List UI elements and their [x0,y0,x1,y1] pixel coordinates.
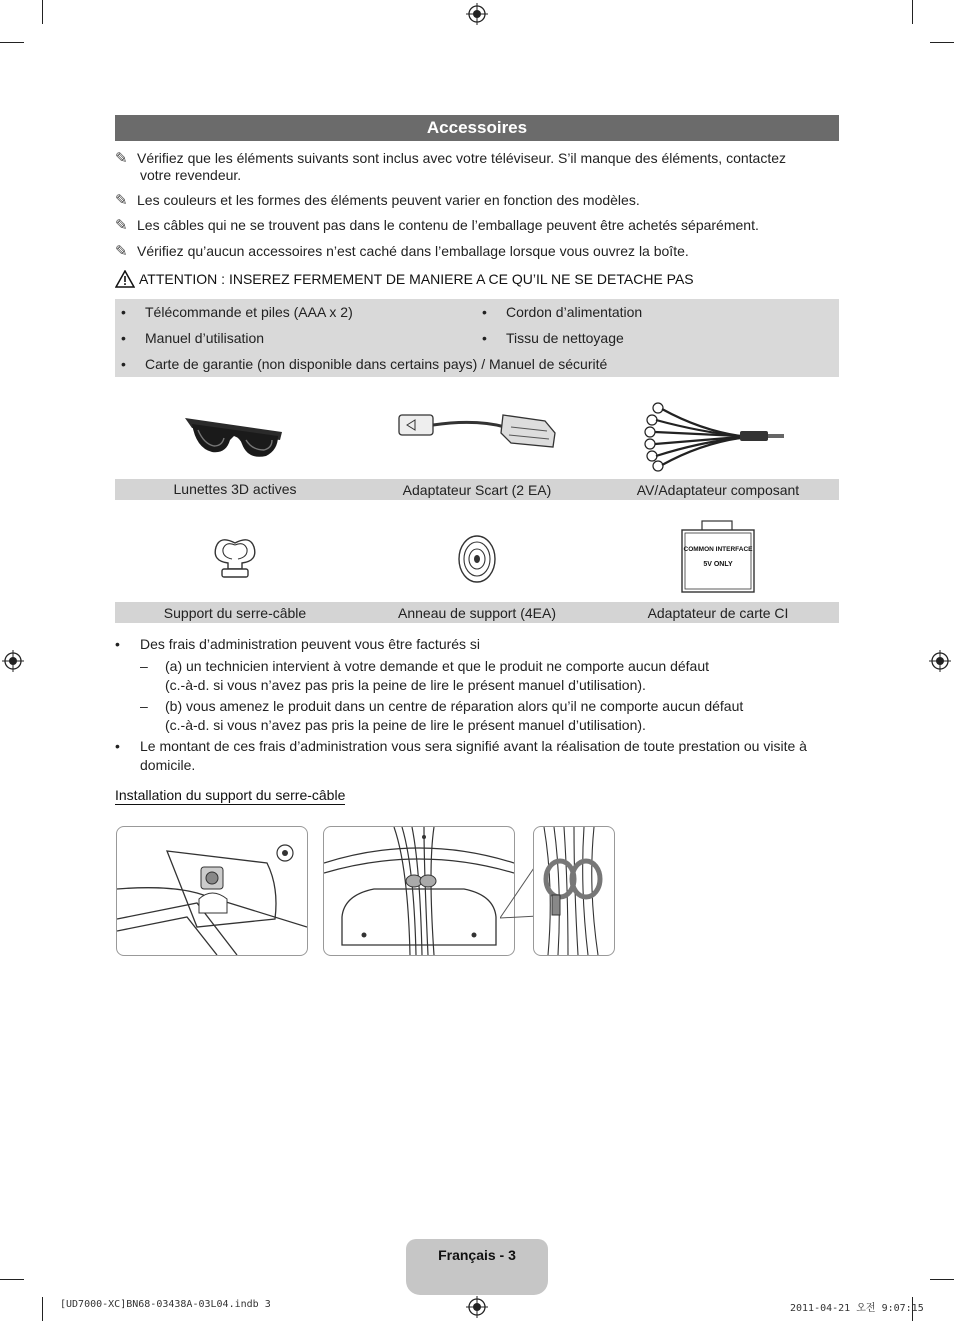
ci-adapter-label-2: 5V ONLY [703,561,733,568]
list-item: • Manuel d’utilisation [121,330,265,346]
attention-warning [115,270,839,288]
registration-mark-icon [466,1296,488,1318]
page-title: Accessoires [426,118,528,137]
note-item: ✎ Vérifiez qu’aucun accessoires n’est caché dans l’emballage lorsque vous ouvrez la boîte. [115,243,689,260]
crop-mark [42,0,43,24]
3d-glasses-image [182,410,287,465]
page-number-tab [406,1239,548,1295]
stand-back-illustration [117,827,307,955]
crop-mark [912,0,913,24]
print-timestamp: 2011-04-21 오전 9:07:15 [790,1303,924,1314]
av-component-adapter-image [640,400,795,472]
fees-notice: • Le montant de ces frais d’administration vous sera signifié avant la réalisation de toute prestation ou visite à domicile. [115,738,807,773]
warning-triangle-icon [115,270,135,288]
accessory-label: Adaptateur de carte CI [647,605,789,621]
fees-case-a: – (a) un technicien intervient à votre demande et que le produit ne comporte aucun défaut (c.-à-d. si vous n’avez pas pris la peine de lire le présent manuel d’utilisation). [140,658,710,693]
installation-step-1-panel [116,826,308,956]
list-item: • Tissu de nettoyage [482,330,624,346]
note-item: ✎ Les câbles qui ne se trouvent pas dans le contenu de l’emballage peuvent être achetés séparément. [115,217,759,234]
ci-card-adapter-image [680,520,756,594]
cable-routing-illustration [324,827,514,955]
accessory-label: Support du serre-câble [163,605,307,621]
accessory-label: AV/Adaptateur composant [636,482,800,498]
section-title-bar [115,115,839,141]
registration-mark-icon [2,650,24,672]
holder-ring-image [455,533,499,585]
print-file-info: [UD7000-XC]BN68-03438A-03L04.indb 3 [60,1299,271,1310]
page-number: Français - 3 [438,1247,516,1263]
attention-text: ATTENTION : INSEREZ FERMEMENT DE MANIERE A CE QU’IL NE SE DETACHE PAS [139,271,694,287]
scart-adapter-image [395,405,560,453]
crop-mark [0,1279,24,1280]
note-item: ✎ Vérifiez que les éléments suivants sont inclus avec votre téléviseur. S’il manque des éléments, contactez votre revendeur. [115,150,786,183]
ci-adapter-label-1: COMMON INTERFACE [683,546,753,553]
list-item: • Télécommande et piles (AAA x 2) [121,304,353,320]
installation-step-3-panel [533,826,615,956]
fees-case-b: – (b) vous amenez le produit dans un centre de réparation alors qu’il ne comporte aucun défaut (c.-à-d. si vous n’avez pas pris la peine de lire le présent manuel d’utilisation). [140,698,744,733]
crop-mark [930,1279,954,1280]
registration-mark-icon [466,3,488,25]
pencil-note-icon: ✎ [115,150,128,167]
accessory-label: Adaptateur Scart (2 EA) [402,482,552,498]
cable-holder-closeup-illustration [534,827,614,955]
list-item: • Cordon d’alimentation [482,304,643,320]
list-item: • Carte de garantie (non disponible dans certains pays) / Manuel de sécurité [121,356,608,372]
pencil-note-icon: ✎ [115,217,128,234]
crop-mark [930,42,954,43]
fees-intro: • Des frais d’administration peuvent vous être facturés si [115,636,481,652]
cable-holder-stand-image [210,533,260,583]
crop-mark [0,42,24,43]
pencil-note-icon: ✎ [115,192,128,209]
crop-mark [42,1297,43,1321]
accessory-label: Anneau de support (4EA) [398,605,556,621]
installation-step-2-panel [323,826,515,956]
pencil-note-icon: ✎ [115,243,128,260]
registration-mark-icon [929,650,951,672]
note-item: ✎ Les couleurs et les formes des éléments peuvent varier en fonction des modèles. [115,192,640,209]
accessory-label: Lunettes 3D actives [173,481,297,497]
installation-heading: Installation du support du serre-câble [115,787,346,803]
